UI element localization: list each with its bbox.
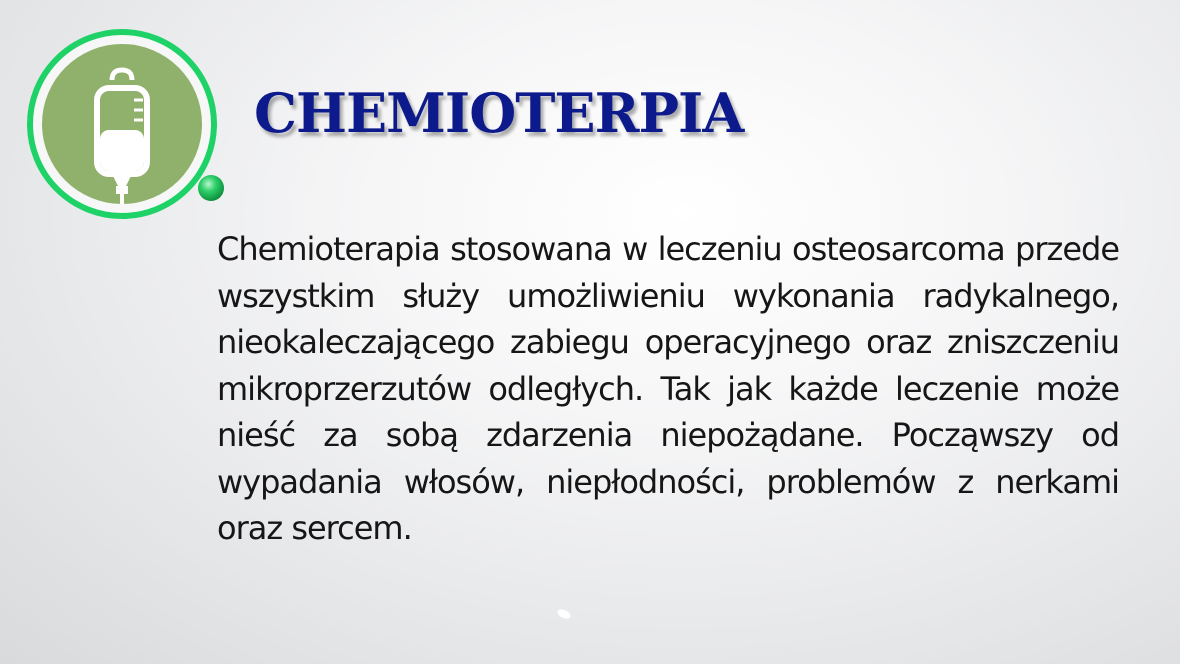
green-bead-accent [198,175,224,201]
slide-body-text: Chemioterapia stosowana w leczeniu osteosarcoma przede wszystkim służy umożliwieniu wykonania radykalnego, nieokaleczającego zabiegu operacyjnego oraz zniszczeniu mikroprzerzutów odległych. Tak jak każde leczenie może nieść za sobą zdarzenia niepożądane. Począwszy od wypadania włosów, niepłodności, problemów z nerkami oraz sercem. [217,230,1119,547]
decorative-dot [556,607,572,620]
iv-drip-badge [26,26,226,226]
slide-title: CHEMIOTERPIA [254,81,744,145]
iv-drip-bag-icon [26,26,226,226]
